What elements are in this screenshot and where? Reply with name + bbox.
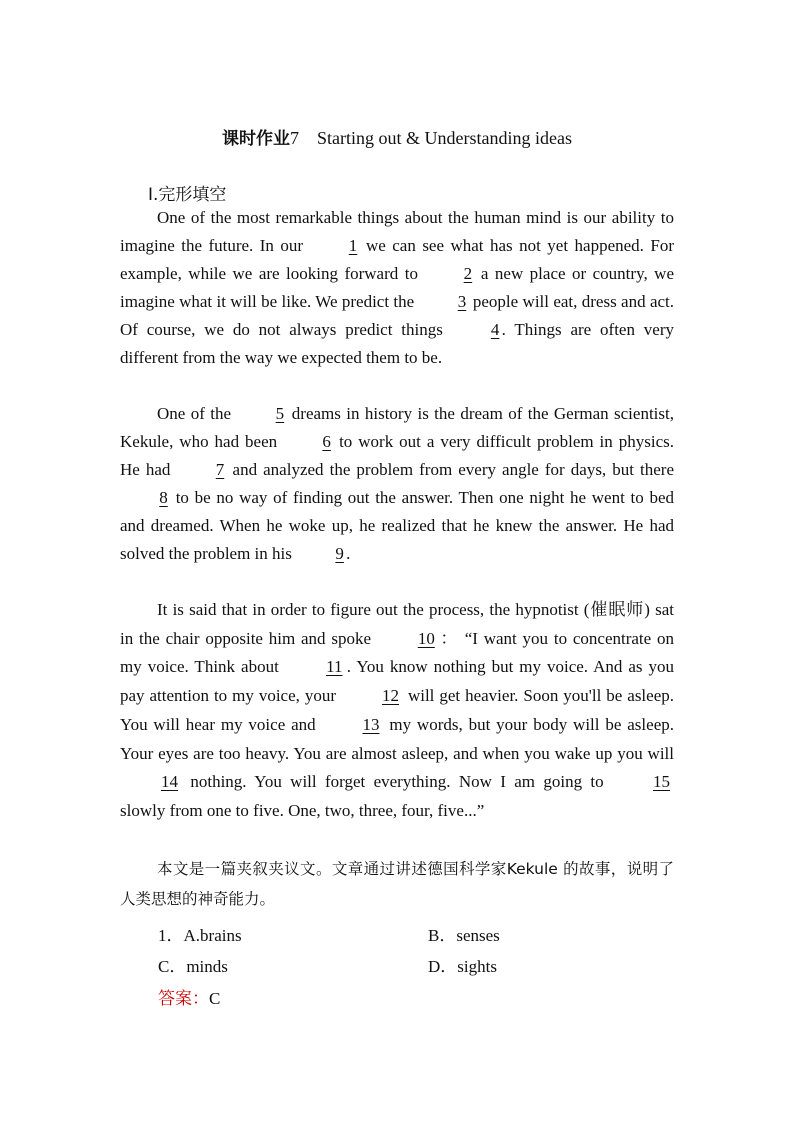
blank-10: 10: [417, 628, 435, 648]
text-run: my words, but your body will be asleep. Your eyes are too heavy. You are almost asleep, and when you wake up you will: [120, 714, 674, 763]
blank-15: 15: [653, 772, 670, 792]
blank-9: 9: [335, 544, 344, 563]
text-run: . You know nothing but my voice. And as you pay attention to my voice, your: [120, 657, 674, 706]
text-run: people will eat, dress and act. Of course, we do not always predict things: [120, 292, 675, 339]
text-run: nothing. You will forget everything. Now I am going to: [182, 772, 612, 792]
text-run: It is said that in order to figure out the process, the hypnotist (催眠师) sat in the chair opposite him and spoke: [120, 600, 674, 648]
blank-5: 5: [275, 404, 285, 423]
paragraph-1: [120, 204, 674, 372]
text-run: and analyzed the problem from every angle for days, but there: [226, 460, 674, 479]
blank-7: 7: [215, 460, 225, 479]
blank-3: 3: [457, 292, 467, 311]
blank-13: 13: [362, 714, 380, 734]
title-number: 7: [290, 128, 300, 148]
paragraph-2: [120, 400, 674, 568]
text-run: ： “I want you to concentrate on my voice. Think about: [120, 628, 674, 677]
page-title: [0, 124, 794, 149]
option-a: 1．A.brains: [158, 926, 242, 945]
blank-12: 12: [381, 686, 399, 706]
blank-14: 14: [161, 772, 178, 792]
text-run: One of the most remarkable things about the human mind is our ability to imagine the future. In our: [120, 208, 674, 255]
title-english: Starting out & Understanding ideas: [317, 128, 572, 148]
text-run: dreams in history is the dream of the German scientist, Kekule, who had been: [120, 404, 674, 451]
section-heading: Ⅰ.完形填空: [148, 185, 227, 205]
blank-1: 1: [348, 236, 358, 255]
text-run: will get heavier. Soon you'll be asleep. You will hear my voice and: [120, 686, 674, 734]
text-run: a new place or country, we imagine what it will be like. We predict the: [120, 264, 674, 311]
blank-11: 11: [326, 657, 343, 677]
answer-line: [158, 984, 220, 1009]
text-run: One of the: [157, 404, 237, 423]
blank-2: 2: [463, 264, 473, 283]
answer-label: 答案：: [158, 989, 209, 1009]
title-chinese: 课时作业: [222, 129, 291, 149]
answer-value: C: [209, 989, 221, 1008]
text-run: slowly from one to five. One, two, three, four, five...”: [120, 800, 485, 820]
text-run: .: [346, 544, 351, 563]
text-run: to be no way of finding out the answer. Then one night he went to bed and dreamed. When he woke up, he realized that he knew the answer. He had solved the problem in his: [120, 488, 674, 563]
blank-8: 8: [159, 488, 168, 507]
text-run: to work out a very difficult problem in physics. He had: [120, 432, 674, 479]
paragraph-3: [120, 596, 674, 826]
text-run: . Things are often very different from the way we expected them to be.: [120, 320, 674, 367]
option-d: D．sights: [428, 957, 497, 976]
blank-4: 4: [490, 320, 500, 339]
summary-paragraph: 本文是一篇夹叙夹议文。文章通过讲述德国科学家Kekule 的故事，说明了人类思想的神奇能力。: [120, 860, 674, 908]
blank-6: 6: [322, 432, 331, 451]
option-b: B．senses: [428, 926, 500, 945]
option-c: C．minds: [158, 957, 228, 976]
text-run: we can see what has not yet happened. For example, while we are looking forward to: [120, 236, 674, 283]
